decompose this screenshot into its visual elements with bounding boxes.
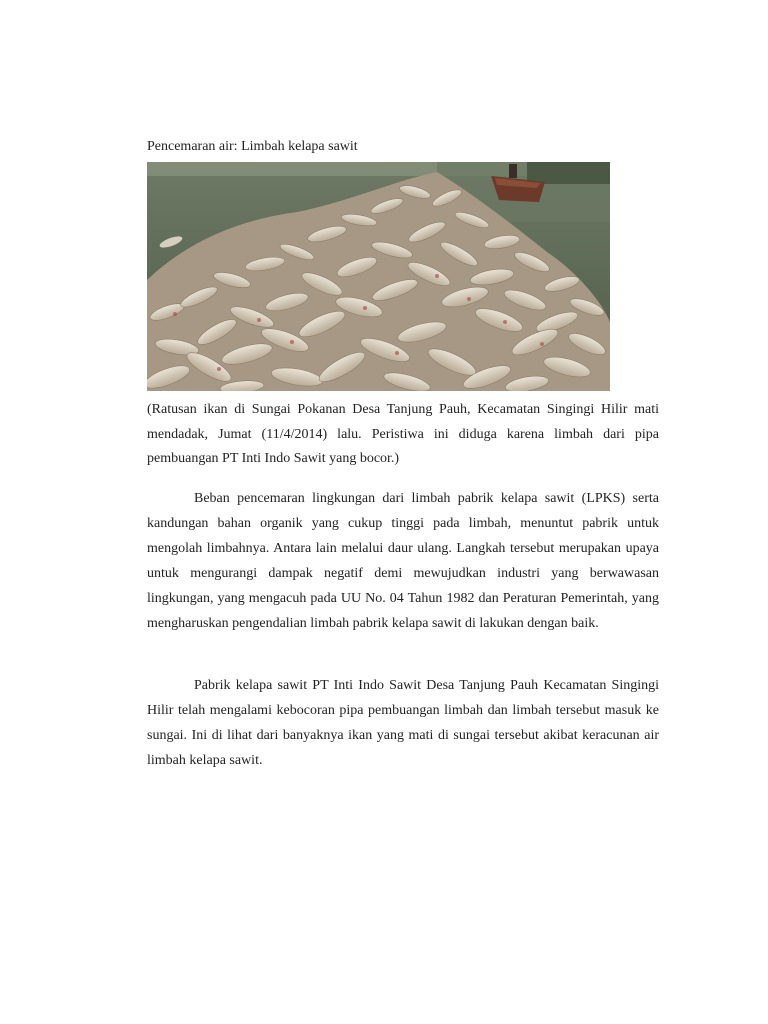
body-paragraph: Pabrik kelapa sawit PT Inti Indo Sawit Desa Tanjung Pauh Kecamatan Singingi Hilir telah mengalami kebocoran pipa pembuangan limbah dan limbah tersebut masuk ke sungai. Ini di lihat dari banyaknya ikan yang mati di sungai tersebut akibat keracunan air limbah kelapa sawit. xyxy=(147,678,659,768)
document-heading: Pencemaran air: Limbah kelapa sawit xyxy=(147,139,358,154)
body-paragraph: Beban pencemaran lingkungan dari limbah pabrik kelapa sawit (LPKS) serta kandungan bahan organik yang cukup tinggi pada limbah, menuntut pabrik untuk mengolah limbahnya. Antara lain melalui daur ulang. Langkah tersebut merupakan upaya untuk mengurangi dampak negatif demi mewujudkan industri yang berwawasan lingkungan, yang mengacuh pada UU No. 04 Tahun 1982 dan Peraturan Pemerintah, yang mengharuskan pengendalian limbah pabrik kelapa sawit di lakukan dengan baik. xyxy=(147,491,659,631)
photo-caption: (Ratusan ikan di Sungai Pokanan Desa Tanjung Pauh, Kecamatan Singingi Hilir mati mendadak, Jumat (11/4/2014) lalu. Peristiwa ini diduga karena limbah dari pipa pembuangan PT Inti Indo Sawit yang bocor.) xyxy=(147,402,659,466)
dead-fish-river-photo xyxy=(147,162,610,391)
